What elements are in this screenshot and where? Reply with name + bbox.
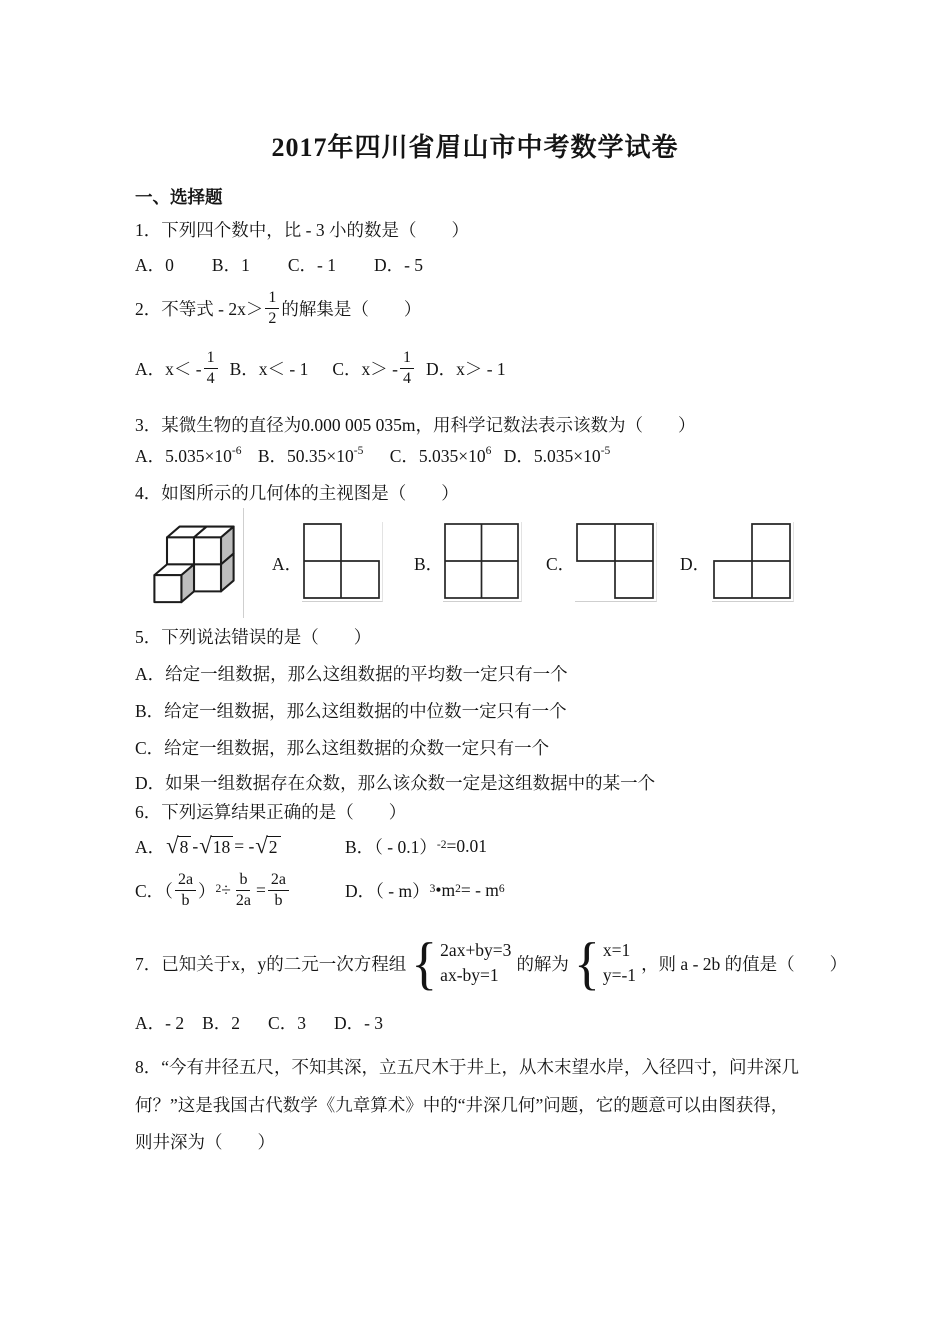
q1-option-b: B．1 <box>211 255 250 275</box>
q6-c-pre: C．（ <box>135 880 173 901</box>
cube-stack-figure <box>149 508 244 618</box>
q6-d-pre: D．（ - m） <box>345 880 430 901</box>
q1-stem: 1．下列四个数中，比 - 3 小的数是（ ） <box>135 220 469 240</box>
q3-options <box>135 443 610 468</box>
q8-line2: 何？”这是我国古代数学《九章算术》中的“井深几何”问题，它的题意可以由图获得， <box>135 1094 789 1115</box>
q7-stem <box>135 930 847 996</box>
q3-option-c: C．$5.035\times 10^6$ <box>389 445 492 466</box>
q6-d-mid: •m <box>435 879 456 900</box>
sqrt-18: √ 18 <box>199 836 233 857</box>
q2-stem-pre: 2．不等式 - 2x＞ <box>135 298 264 319</box>
q6-a-minus: - <box>192 835 199 856</box>
q7-option-d: D．- 3 <box>333 1013 384 1033</box>
section-header-choice: 一、选择题 <box>135 187 223 207</box>
q2-option-c-fraction: $\frac{1}{4}$ <box>400 350 414 387</box>
square-2x2-icon <box>444 523 519 599</box>
q7-stem-pre: 7．已知关于x，y的二元一次方程组 <box>135 953 407 974</box>
q4-option-b-label: B． <box>414 554 444 574</box>
q2-stem-post: 的解集是（ ） <box>281 298 422 319</box>
q7-stem-post: ，则 a - 2b 的值是（ ） <box>641 953 848 974</box>
q2-fraction: $\frac{1}{2}$ <box>265 290 279 327</box>
q4-option-d-shape <box>712 522 794 602</box>
q4-option-c-label: C． <box>546 554 576 574</box>
q2-option-c: C．x＞ - <box>332 358 398 379</box>
q3-option-a: A．$5.035\times 10^{-6}$ <box>135 445 242 466</box>
q6-a-equals: = - <box>234 835 255 856</box>
q3-option-d: D．$5.035\times 10^{-5}$ <box>503 445 611 466</box>
q1-option-c: C．- 1 <box>287 255 336 275</box>
q8-stem <box>135 1049 825 1162</box>
q4-option-a-shape <box>302 522 383 602</box>
q6-c-close: ） <box>198 880 216 901</box>
q1-options <box>135 252 423 277</box>
q5-option-c: C．给定一组数据，那么这组数据的众数一定只有一个 <box>135 738 550 758</box>
q4-stem: 4．如图所示的几何体的主视图是（ ） <box>135 483 459 503</box>
q6-d-eq: = - m <box>460 879 499 900</box>
q5-stem: 5．下列说法错误的是（ ） <box>135 627 372 647</box>
l-tromino-top-left-icon <box>303 523 380 599</box>
q2-options <box>135 346 506 390</box>
q6-option-a <box>135 831 282 861</box>
q6-c-divide: ÷ <box>221 879 231 900</box>
cube-stack-svg <box>149 519 239 607</box>
sqrt-2: √ 2 <box>255 836 280 857</box>
q4-option-d-label: D． <box>680 554 711 574</box>
q2-option-d: D．x＞ - 1 <box>425 358 506 379</box>
q6-option-d: D．（ - m） $^3$ •m $^2$ = - m $^6$ <box>345 879 505 901</box>
left-brace: { <box>573 930 600 996</box>
q7-stem-mid: 的解为 <box>516 953 569 974</box>
q8-line3: 则井深为（ ） <box>135 1132 275 1152</box>
q7-options <box>135 1010 383 1035</box>
q2-stem <box>135 286 421 330</box>
left-brace: { <box>411 930 438 996</box>
q6-b-post: =0.01 <box>446 835 487 856</box>
q6-a-label: A． <box>135 836 166 857</box>
page-title: 2017年四川省眉山市中考数学试卷 <box>271 133 679 162</box>
q6-stem: 6．下列运算结果正确的是（ ） <box>135 802 407 822</box>
q3-option-b: B．$50.35\times 10^{-5}$ <box>257 445 364 466</box>
q7-eq2: ax-by=1 <box>440 965 499 985</box>
q4-option-a-label: A． <box>272 554 303 574</box>
q5-option-b: B．给定一组数据，那么这组数据的中位数一定只有一个 <box>135 701 567 721</box>
q4-figure-row <box>0 505 950 623</box>
q7-option-a: A．- 2 <box>135 1013 185 1033</box>
q7-option-b: B．2 <box>202 1013 241 1033</box>
q2-option-a-fraction: $\frac{1}{4}$ <box>204 350 218 387</box>
q5-option-d: D．如果一组数据存在众数，那么该众数一定是这组数据中的某一个 <box>135 773 656 793</box>
q7-sol1: x=1 <box>602 940 631 960</box>
q7-eq1: 2ax+by=3 <box>440 940 512 960</box>
q6-c-equals: = <box>256 879 266 900</box>
q6-c-frac2: $\frac{b}{2a}$ <box>235 870 252 909</box>
sqrt-8: √ 8 <box>166 836 191 857</box>
q7-sol2: y=-1 <box>602 965 637 985</box>
q1-option-a: A．0 <box>135 255 174 275</box>
q3-stem: 3．某微生物的直径为0.000 005 035m，用科学记数法表示该数为（ ） <box>135 415 696 435</box>
q5-option-a: A．给定一组数据，那么这组数据的平均数一定只有一个 <box>135 664 568 684</box>
q6-option-b: B．（ - 0.1） $^{-2}$ =0.01 <box>345 835 487 857</box>
q2-option-b: B．x＜ - 1 <box>229 358 309 379</box>
q6-b-pre: B．（ - 0.1） <box>345 836 437 857</box>
q4-option-b-shape <box>443 522 522 602</box>
l-tromino-bottom-right-icon <box>576 523 654 599</box>
q7-equation-system <box>411 930 512 996</box>
q1-option-d: D．- 5 <box>373 255 424 275</box>
q6-c-frac3: $\frac{2a}{b}$ <box>268 872 289 909</box>
l-tromino-top-right-icon <box>713 523 791 599</box>
q4-option-c-shape <box>575 522 657 602</box>
q6-c-frac1: $\frac{2a}{b}$ <box>175 872 196 909</box>
q8-line1: 8．“今有井径五尺，不知其深，立五尺木于井上，从木末望水岸，入径四寸，问井深几 <box>135 1057 800 1077</box>
q7-solution-system <box>573 930 637 996</box>
q2-option-a: A．x＜ - <box>135 358 202 379</box>
q6-option-c: C．（ $\frac{2a}{b}$ ） $^2$ ÷ $\frac{b}{2a}$ = $\frac{2a}{b}$ <box>135 866 291 914</box>
q7-option-c: C．3 <box>268 1013 306 1033</box>
